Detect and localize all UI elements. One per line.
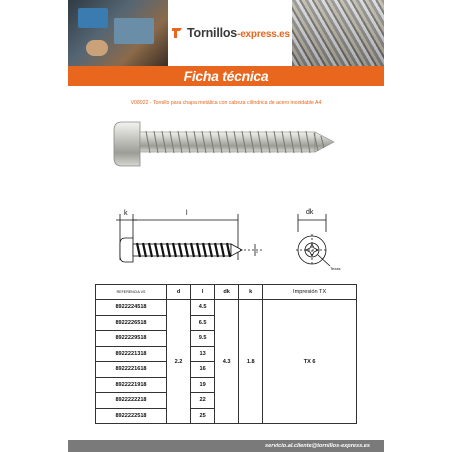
reference-code: 8922221918 xyxy=(96,377,167,393)
value-l: 25 xyxy=(191,408,215,424)
reference-code: 8922224518 xyxy=(96,300,167,316)
value-l: 9.5 xyxy=(191,331,215,347)
value-dk: 4.3 xyxy=(215,300,239,424)
dim-l-label: l xyxy=(186,210,188,217)
value-l: 16 xyxy=(191,362,215,378)
dim-d-label: d xyxy=(256,250,258,254)
logo xyxy=(170,24,290,44)
value-l: 6.5 xyxy=(191,315,215,331)
tools-photo xyxy=(68,0,168,66)
technical-drawing xyxy=(90,200,360,280)
col-header-tx: Impresión TX xyxy=(263,285,357,300)
col-header-l: l xyxy=(191,285,215,300)
logo-text: Tornillos-express.es xyxy=(187,26,290,40)
value-k: 1.8 xyxy=(239,300,263,424)
drive-type-label: Texas xyxy=(330,266,341,271)
screws-photo xyxy=(292,0,384,66)
reference-code: 8922221618 xyxy=(96,362,167,378)
reference-code: 8922221318 xyxy=(96,346,167,362)
value-l: 4.5 xyxy=(191,300,215,316)
page-title: Ficha técnica xyxy=(183,68,269,84)
reference-code: 8922229518 xyxy=(96,331,167,347)
dim-k-label: k xyxy=(124,210,128,217)
table-row xyxy=(96,300,357,316)
dim-dk-label: dk xyxy=(306,209,314,216)
product-subtitle: V08922 - Tornillo para chapa metálica con cabeza cilíndrica de acero inoxidable A4 xyxy=(130,100,322,106)
banner xyxy=(68,66,384,86)
col-header-dk: dk xyxy=(215,285,239,300)
col-header-k: k xyxy=(239,285,263,300)
screw-photo xyxy=(112,118,342,170)
footer xyxy=(68,440,384,452)
value-l: 22 xyxy=(191,393,215,409)
value-l: 19 xyxy=(191,377,215,393)
value-d: 2.2 xyxy=(167,300,191,424)
reference-code: 8922226518 xyxy=(96,315,167,331)
spec-table xyxy=(95,284,357,424)
footer-email-link[interactable]: servicio.al.cliente@tornillos-express.es xyxy=(265,443,370,449)
reference-code: 8922222518 xyxy=(96,408,167,424)
reference-code: 8922222218 xyxy=(96,393,167,409)
value-tx: TX 6 xyxy=(263,300,357,424)
col-header-reference: REFERENCIA VS xyxy=(96,285,167,300)
value-l: 13 xyxy=(191,346,215,362)
logo-icon xyxy=(170,26,184,40)
col-header-d: d xyxy=(167,285,191,300)
header xyxy=(68,0,384,66)
